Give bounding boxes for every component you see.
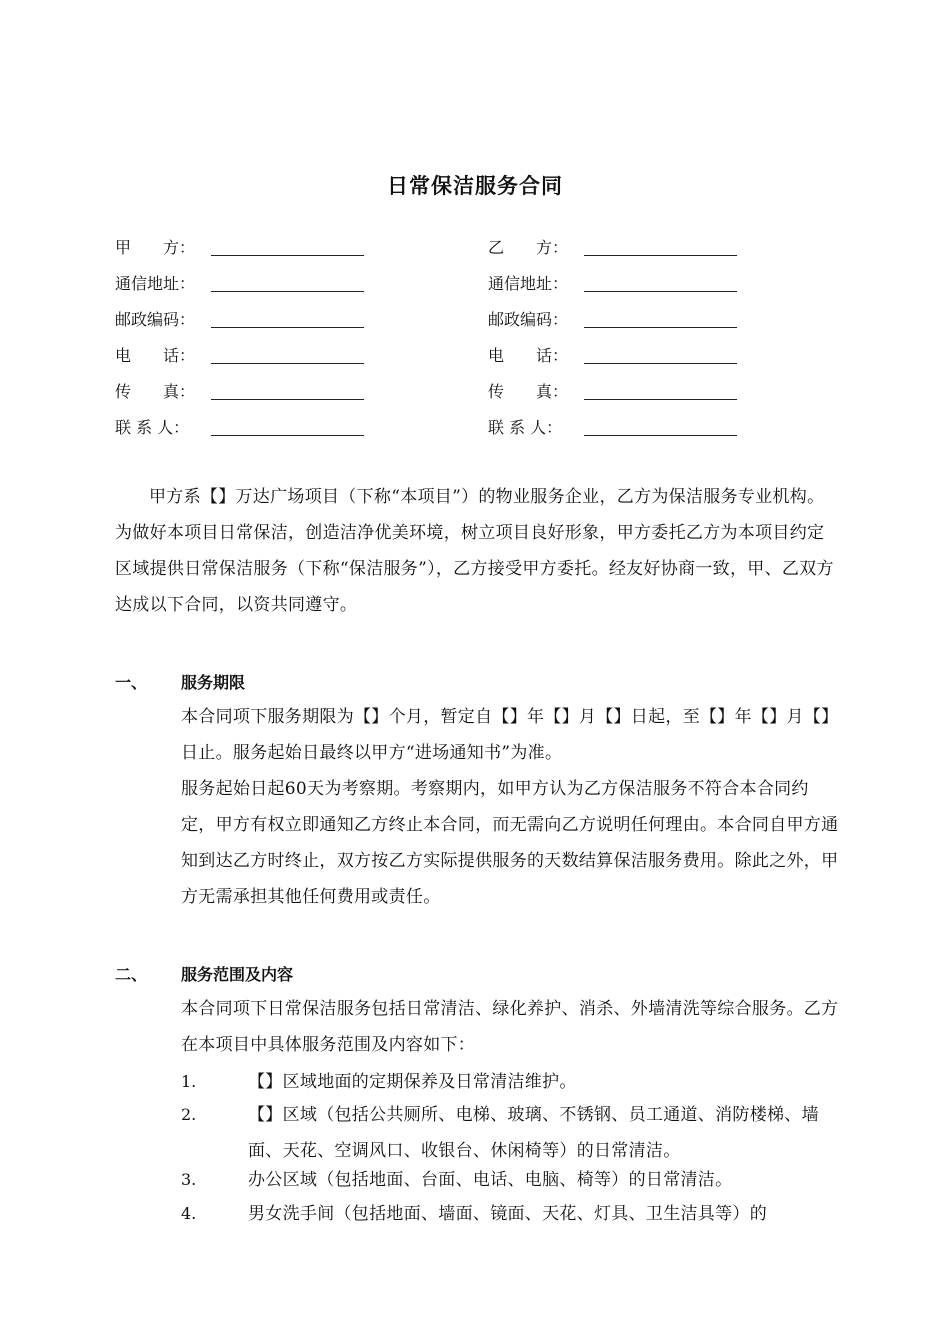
party-a-contact-row <box>115 416 211 440</box>
list-item-text: 【】区域（包括公共厕所、电梯、玻璃、不锈钢、员工通道、消防楼梯、墙面、天花、空调风口、收银台、休闲椅等）的日常清洁。 <box>248 1105 819 1161</box>
party-a-address-row <box>115 272 211 296</box>
section-title: 服务期限 <box>181 673 246 692</box>
section-title: 服务范围及内容 <box>181 965 294 984</box>
list-item-number: 3. <box>181 1170 197 1189</box>
party-a-postcode-row <box>115 308 211 332</box>
party-b-fax-row <box>488 380 584 404</box>
field-label: 邮政编码： <box>115 310 196 329</box>
intro-paragraph: 甲方系【】万达广场项目（下称“本项目”）的物业服务企业，乙方为保洁服务专业机构。为做好本项目日常保洁，创造洁净优美环境，树立项目良好形象，甲方委托乙方为本项目约定区域提供日常保洁服务（下称“保洁服务”），乙方接受甲方委托。经友好协商一致，甲、乙双方达成以下合同，以资共同遵守。 <box>115 487 834 615</box>
field-label: 甲 方： <box>115 238 196 257</box>
blank-line[interactable] <box>584 255 737 256</box>
field-label: 邮政编码： <box>488 310 569 329</box>
list-item-text: 办公区域（包括地面、台面、电话、电脑、椅等）的日常清洁。 <box>248 1170 733 1190</box>
party-b-name-row <box>488 236 584 260</box>
list-item-number: 4. <box>181 1204 197 1223</box>
field-label: 联 系 人： <box>488 418 563 437</box>
party-b-contact-row <box>488 416 584 440</box>
field-label: 通信地址： <box>488 274 569 293</box>
field-label: 乙 方： <box>488 238 569 257</box>
blank-line[interactable] <box>211 399 364 400</box>
blank-line[interactable] <box>584 435 737 436</box>
field-label: 传 真： <box>115 382 196 401</box>
party-a-fax-row <box>115 380 211 404</box>
list-item-number: 1. <box>181 1072 197 1091</box>
field-label: 联 系 人： <box>115 418 190 437</box>
blank-line[interactable] <box>584 399 737 400</box>
list-item-text: 男女洗手间（包括地面、墙面、镜面、天花、灯具、卫生洁具等）的 <box>248 1204 767 1224</box>
section-2-paragraph-1: 本合同项下日常保洁服务包括日常清洁、绿化养护、消杀、外墙清洗等综合服务。乙方在本项目中具体服务范围及内容如下： <box>181 999 839 1055</box>
section-1-paragraph-1: 本合同项下服务期限为【】个月，暂定自【】年【】月【】日起，至【】年【】月【】日止。服务起始日最终以甲方“进场通知书”为准。 <box>181 707 839 763</box>
party-a-name-row <box>115 236 211 260</box>
field-label: 传 真： <box>488 382 569 401</box>
section-number: 二、 <box>115 965 148 984</box>
section-number: 一、 <box>115 673 148 692</box>
party-b-address-row <box>488 272 584 296</box>
field-label: 电 话： <box>488 346 569 365</box>
party-b-postcode-row <box>488 308 584 332</box>
blank-line[interactable] <box>211 255 364 256</box>
party-a-phone-row <box>115 344 211 368</box>
field-label: 电 话： <box>115 346 196 365</box>
list-item-text: 【】区域地面的定期保养及日常清洁维护。 <box>248 1072 577 1092</box>
document-title: 日常保洁服务合同 <box>387 174 563 198</box>
blank-line[interactable] <box>211 435 364 436</box>
blank-line[interactable] <box>211 327 364 328</box>
list-item-number: 2. <box>181 1105 197 1124</box>
blank-line[interactable] <box>211 291 364 292</box>
blank-line[interactable] <box>584 363 737 364</box>
blank-line[interactable] <box>584 327 737 328</box>
blank-line[interactable] <box>584 291 737 292</box>
blank-line[interactable] <box>211 363 364 364</box>
party-b-phone-row <box>488 344 584 368</box>
section-1-paragraph-2: 服务起始日起60天为考察期。考察期内，如甲方认为乙方保洁服务不符合本合同约定，甲方有权立即通知乙方终止本合同，而无需向乙方说明任何理由。本合同自甲方通知到达乙方时终止，双方按乙方实际提供服务的天数结算保洁服务费用。除此之外，甲方无需承担其他任何费用或责任。 <box>181 779 839 907</box>
field-label: 通信地址： <box>115 274 196 293</box>
